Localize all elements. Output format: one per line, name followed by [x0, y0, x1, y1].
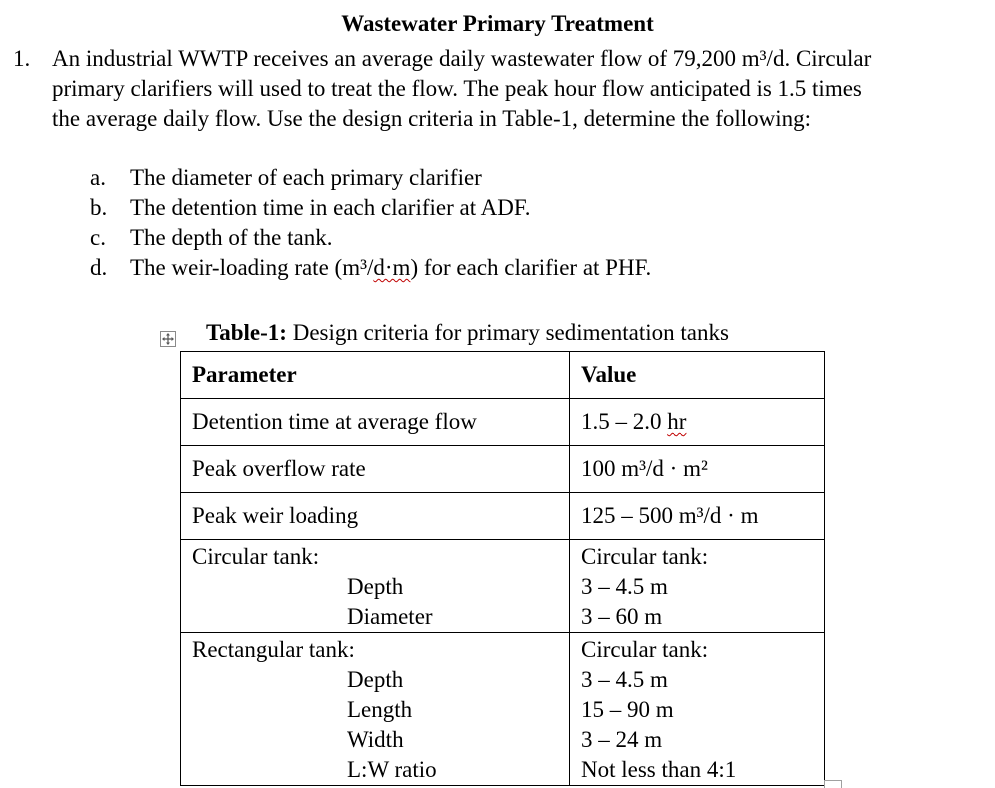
value-cell: [570, 633, 825, 786]
circular-tank-value-label: Circular tank:: [581, 544, 709, 569]
value-cell: 100 m³/d · m²: [570, 446, 825, 493]
circular-tank-label: Circular tank:: [192, 544, 320, 569]
list-item-label: d.: [90, 255, 108, 280]
table-row: [181, 399, 825, 446]
parameter-cell: Detention time at average flow: [181, 399, 570, 446]
design-criteria-table: [180, 351, 825, 786]
list-item-label: b.: [90, 195, 108, 220]
sub-parameter: Depth: [347, 574, 404, 599]
sub-parameter: L:W ratio: [347, 757, 437, 782]
question-number: 1.: [13, 46, 31, 71]
move-arrows-icon: [162, 333, 174, 345]
sub-value: 3 – 4.5 m: [581, 574, 668, 599]
value-cell: [570, 399, 825, 446]
question-line-3: the average daily flow. Use the design criteria in Table-1, determine the following:: [52, 106, 812, 131]
text-after: ) for each clarifier at PHF.: [410, 255, 652, 280]
list-item-c: [0, 223, 995, 253]
table-row: [181, 493, 825, 540]
rectangular-tank-value-label: Circular tank:: [581, 637, 709, 662]
parameter-cell: Peak overflow rate: [181, 446, 570, 493]
question-line-1: An industrial WWTP receives an average daily wastewater flow of 79,200 m³/d. Circular: [52, 46, 872, 71]
list-item-text: The depth of the tank.: [130, 225, 333, 250]
page-title: Wastewater Primary Treatment: [341, 11, 654, 36]
spellcheck-flagged-text: d·m: [373, 255, 411, 280]
text-before: The weir-loading rate (m³/: [130, 255, 374, 280]
table-caption-text: Design criteria for primary sedimentation tanks: [286, 320, 729, 345]
list-item-text: [130, 253, 651, 283]
sub-value: 3 – 4.5 m: [581, 667, 668, 692]
table-caption: [206, 318, 729, 348]
list-item-text: The diameter of each primary clarifier: [130, 165, 482, 190]
header-value: Value: [570, 352, 825, 399]
sub-value: 3 – 24 m: [581, 727, 663, 752]
list-item-a: [0, 163, 995, 193]
sub-parameter: Length: [347, 697, 413, 722]
list-item-text: The detention time in each clarifier at ADF.: [130, 195, 531, 220]
list-item-b: [0, 193, 995, 223]
table-header-row: [181, 352, 825, 399]
header-parameter: Parameter: [181, 352, 570, 399]
list-item-label: a.: [90, 165, 106, 190]
spellcheck-flagged-text: hr: [667, 409, 687, 434]
sub-value: 15 – 90 m: [581, 697, 674, 722]
value-cell: 125 – 500 m³/d · m: [570, 493, 825, 540]
resize-handle-icon[interactable]: [824, 780, 842, 788]
sub-value: Not less than 4:1: [581, 757, 737, 782]
parameter-cell: [181, 633, 570, 786]
list-item-label: c.: [90, 225, 106, 250]
table-row-rectangular: [181, 633, 825, 786]
value-cell: [570, 540, 825, 633]
sub-parameter: Diameter: [347, 604, 433, 629]
rectangular-tank-label: Rectangular tank:: [192, 637, 355, 662]
sub-parameter: Depth: [347, 667, 404, 692]
table-row: [181, 446, 825, 493]
parameter-cell: Peak weir loading: [181, 493, 570, 540]
value-number: 1.5 – 2.0: [581, 409, 668, 434]
question-line-2: primary clarifiers will used to treat the flow. The peak hour flow anticipated is 1.5 times: [52, 76, 862, 101]
list-item-d: [0, 253, 995, 283]
table-caption-label: Table-1:: [206, 320, 287, 345]
table-row-circular: [181, 540, 825, 633]
table-move-handle[interactable]: [160, 331, 176, 347]
sub-parameter: Width: [347, 727, 404, 752]
parameter-cell: [181, 540, 570, 633]
sub-value: 3 – 60 m: [581, 604, 663, 629]
